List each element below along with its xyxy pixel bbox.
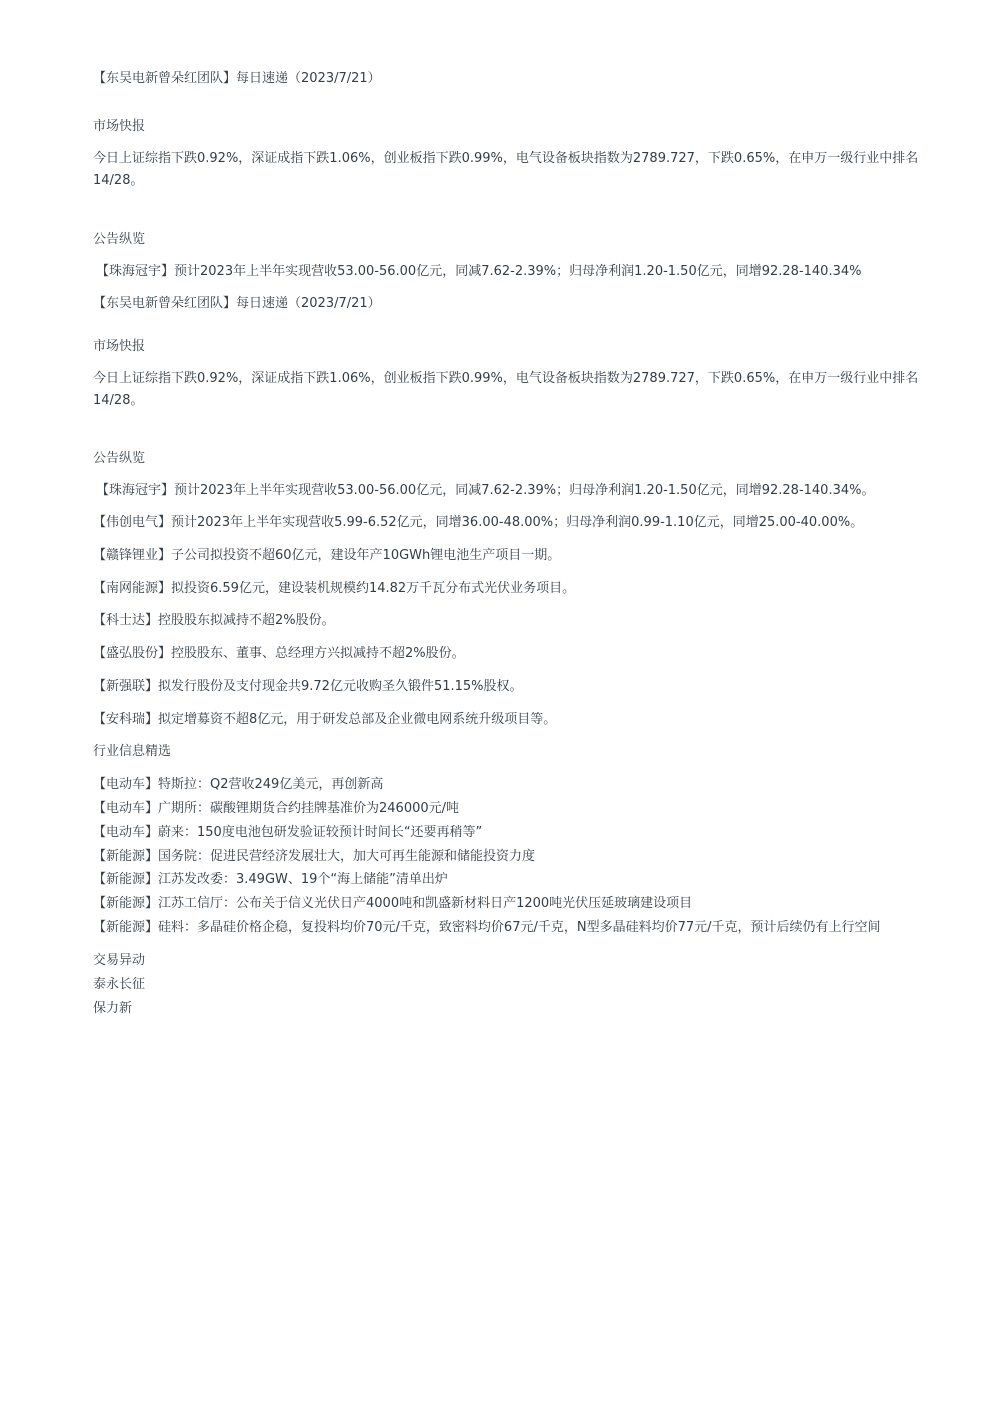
trading-item: 保力新 — [93, 1001, 133, 1016]
industry-item: 【新能源】国务院：促进民营经济发展壮大，加大可再生能源和储能投资力度 — [93, 849, 536, 864]
industry-item: 【电动车】特斯拉：Q2营收249亿美元，再创新高 — [93, 777, 384, 792]
announce-item: 【新强联】拟发行股份及支付现金共9.72亿元收购圣久锻件51.15%股权。 — [93, 679, 523, 694]
industry-item: 【电动车】广期所：碳酸锂期货合约挂牌基准价为246000元/吨 — [93, 801, 460, 816]
industry-item: 【新能源】江苏发改委：3.49GW、19个“海上储能”清单出炉 — [93, 872, 448, 887]
industry-item: 【电动车】蔚来：150度电池包研发验证较预计时间长“还要再稍等” — [93, 825, 483, 840]
announce-item: 【珠海冠宇】预计2023年上半年实现营收53.00-56.00亿元，同减7.62-2.39%；归母净利润1.20-1.50亿元，同增92.28-140.34%。 — [96, 483, 875, 498]
market-heading: 市场快报 — [93, 119, 146, 134]
announce-heading: 公告纵览 — [93, 451, 146, 466]
announce-item: 【伟创电气】预计2023年上半年实现营收5.99-6.52亿元，同增36.00-48.00%；归母净利润0.99-1.10亿元，同增25.00-40.00%。 — [93, 515, 864, 530]
industry-item: 【新能源】硅料：多晶硅价格企稳，复投料均价70元/千克，致密料均价67元/千克，N型多晶硅料均价77元/千克，预计后续仍有上行空间 — [93, 920, 881, 935]
trading-item: 泰永长征 — [93, 977, 146, 992]
industry-heading: 行业信息精选 — [93, 744, 172, 759]
announce-item: 【珠海冠宇】预计2023年上半年实现营收53.00-56.00亿元，同减7.62-2.39%；归母净利润1.20-1.50亿元，同增92.28-140.34% — [96, 264, 862, 279]
report-title: 【东吴电新曾朵红团队】每日速递（2023/7/21） — [93, 71, 381, 86]
announce-item: 【科士达】控股股东拟减持不超2%股份。 — [93, 613, 335, 628]
announce-item: 【盛弘股份】控股股东、董事、总经理方兴拟减持不超2%股份。 — [93, 646, 465, 661]
industry-item: 【新能源】江苏工信厅：公布关于信义光伏日产4000吨和凯盛新材料日产1200吨光伏压延玻璃建设项目 — [93, 896, 693, 911]
market-text: 今日上证综指下跌0.92%，深证成指下跌1.06%，创业板指下跌0.99%，电气设备板块指数为2789.727，下跌0.65%，在申万一级行业中排名14/28。 — [93, 151, 919, 188]
trading-heading: 交易异动 — [93, 953, 146, 968]
report-title: 【东吴电新曾朵红团队】每日速递（2023/7/21） — [93, 296, 381, 311]
market-text: 今日上证综指下跌0.92%，深证成指下跌1.06%，创业板指下跌0.99%，电气设备板块指数为2789.727，下跌0.65%，在申万一级行业中排名14/28。 — [93, 371, 919, 408]
announce-item: 【赣锋锂业】子公司拟投资不超60亿元，建设年产10GWh锂电池生产项目一期。 — [93, 548, 561, 563]
announce-item: 【南网能源】拟投资6.59亿元，建设装机规模约14.82万千瓦分布式光伏业务项目。 — [93, 581, 576, 596]
market-heading: 市场快报 — [93, 339, 146, 354]
announce-item: 【安科瑞】拟定增募资不超8亿元，用于研发总部及企业微电网系统升级项目等。 — [93, 712, 557, 727]
announce-heading: 公告纵览 — [93, 232, 146, 247]
